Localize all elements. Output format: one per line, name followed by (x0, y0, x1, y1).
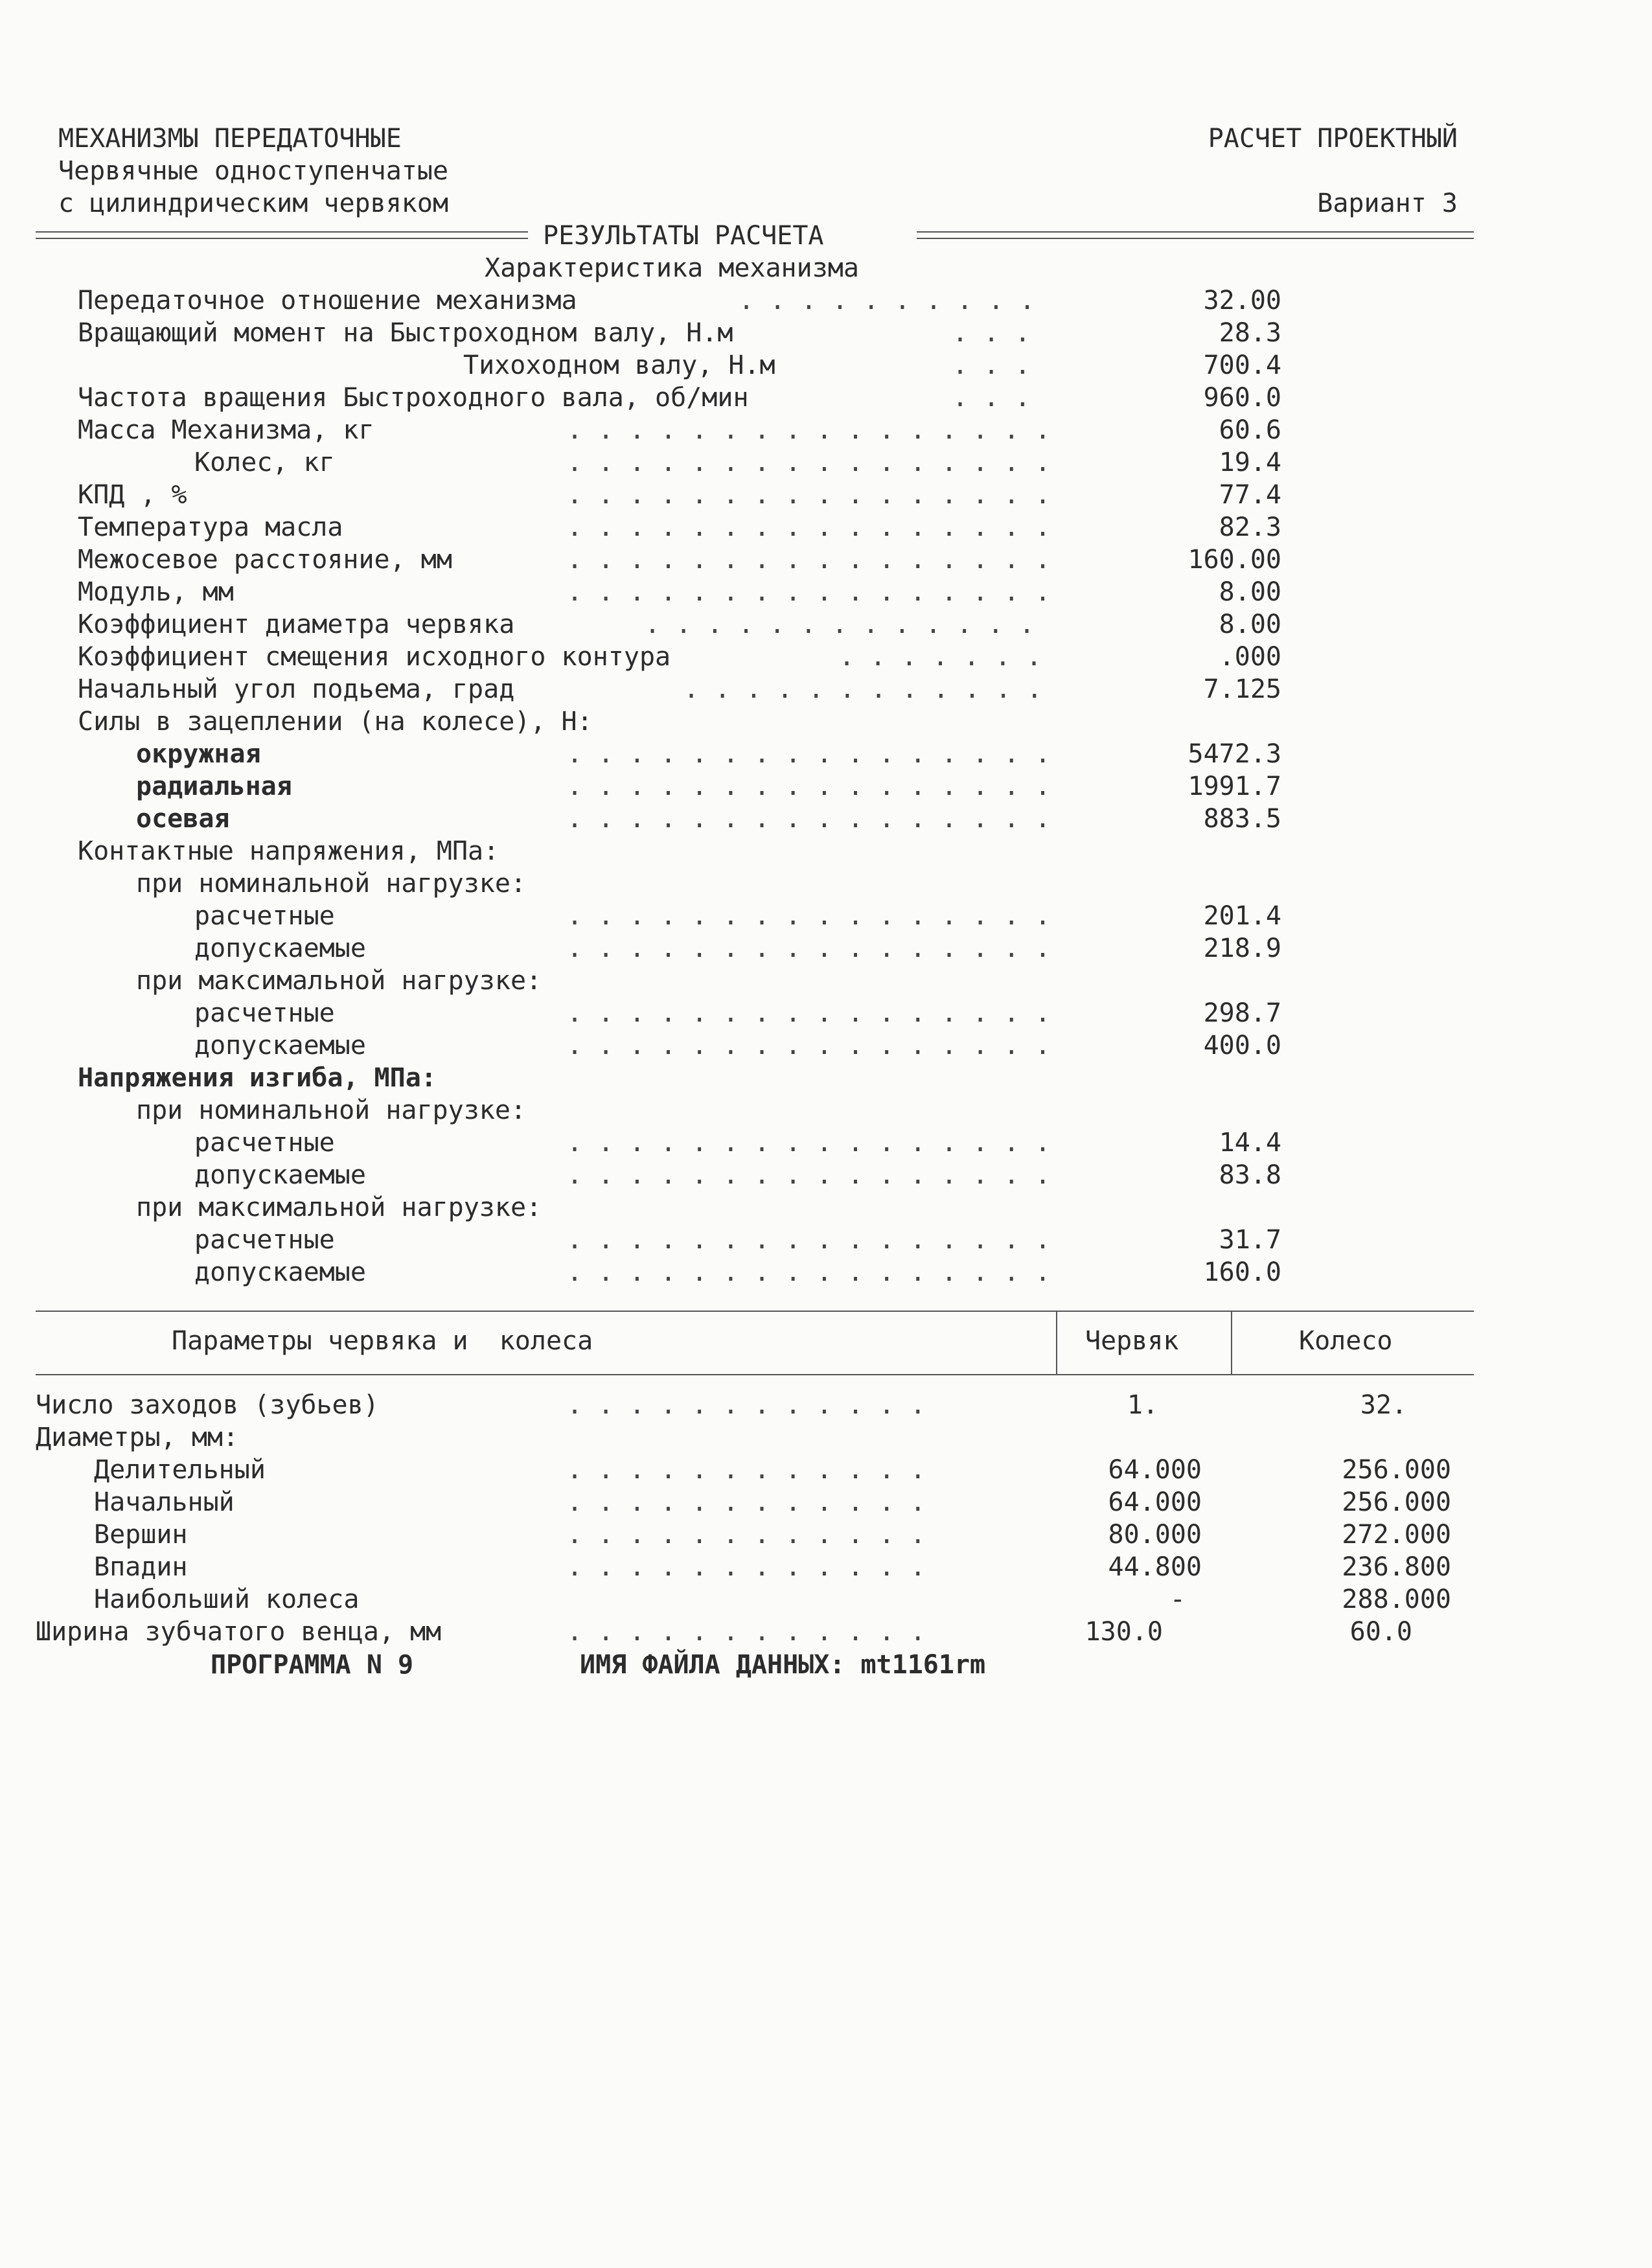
dot-leader: . . . . . . . . . . . . (567, 1455, 926, 1485)
table-cell-worm: 64.000 (1108, 1487, 1202, 1517)
header-left-line1: МЕХАНИЗМЫ ПЕРЕДАТОЧНЫЕ (58, 124, 402, 154)
row-value: 8.00 (1219, 577, 1281, 607)
dot-leader: . . . . . . . . . . . . . . . . (567, 545, 1051, 575)
table-row-label: Делительный (94, 1455, 266, 1485)
row-label: при максимальной нагрузке: (136, 1193, 542, 1222)
dot-leader: . . . . . . . . . . . . . . . . (567, 901, 1051, 931)
row-value: 298.7 (1203, 998, 1281, 1028)
row-value: 201.4 (1203, 901, 1281, 931)
dot-leader: . . . (952, 383, 1031, 413)
table-row-label: Начальный (94, 1487, 235, 1517)
dot-leader: . . . . . . . . . . . . . . . . (567, 1225, 1051, 1255)
row-label: КПД , % (78, 480, 187, 510)
row-label: Контактные напряжения, МПа: (78, 836, 499, 866)
row-label: Вращающий момент на Быстроходном валу, Н.м (78, 318, 733, 348)
row-label: Передаточное отношение механизма (78, 286, 577, 315)
row-label: Коэффициент смещения исходного контура (78, 642, 671, 672)
results-title: РЕЗУЛЬТАТЫ РАСЧЕТА (543, 221, 824, 251)
row-value: 218.9 (1203, 934, 1281, 963)
row-label: Межосевое расстояние, мм (78, 545, 452, 575)
row-label: Напряжения изгиба, МПа: (78, 1063, 437, 1093)
row-label: Колес, кг (194, 448, 335, 477)
dot-leader: . . . . . . . . . . . . . . . . (567, 1128, 1051, 1158)
dot-leader: . . . . . . . . . . . . . . . . (567, 448, 1051, 477)
row-value: 960.0 (1203, 383, 1281, 413)
table-row-label: Число заходов (зубьев) (36, 1390, 379, 1420)
row-value: 1991.7 (1187, 772, 1281, 801)
table-row-label: Вершин (94, 1520, 188, 1550)
row-label: Начальный угол подьема, град (78, 674, 515, 704)
row-value: 77.4 (1219, 480, 1281, 510)
row-label: Силы в зацеплении (на колесе), Н: (78, 707, 593, 737)
row-value: 400.0 (1203, 1031, 1281, 1060)
table-cell-worm: - (1169, 1585, 1186, 1614)
dot-leader: . . . . . . . . . . . . . . . . (567, 934, 1051, 963)
row-value: 31.7 (1219, 1225, 1281, 1255)
row-value: 160.00 (1187, 545, 1281, 575)
data-file-name: ИМЯ ФАЙЛА ДАННЫХ: mt1161rm (580, 1650, 986, 1680)
table-header-worm: Червяк (1085, 1326, 1179, 1356)
row-value: 160.0 (1203, 1257, 1281, 1287)
row-label: Частота вращения Быстроходного вала, об/мин (78, 383, 749, 413)
dot-leader: . . . . . . . . . . . . (567, 1552, 926, 1582)
table-divider-2 (1231, 1311, 1232, 1375)
dot-leader: . . . . . . . . . . . . . . . . (567, 1257, 1051, 1287)
row-label: допускаемые (194, 1257, 366, 1287)
row-label: при номинальной нагрузке: (136, 1095, 527, 1125)
row-label: допускаемые (194, 1031, 366, 1060)
header-left-line3: с цилиндрическим червяком (58, 189, 449, 218)
row-value: 5472.3 (1187, 739, 1281, 769)
table-cell-worm: 64.000 (1108, 1455, 1202, 1485)
table-cell-wheel: 256.000 (1342, 1487, 1451, 1517)
dot-leader: . . . . . . . . . . . . (567, 1520, 926, 1550)
row-label: допускаемые (194, 1160, 366, 1190)
table-row-label: Наибольший колеса (94, 1585, 360, 1614)
table-rule-top (36, 1311, 1474, 1312)
header-right-line3: Вариант 3 (1317, 189, 1458, 218)
row-label: допускаемые (194, 934, 366, 963)
row-value: 82.3 (1219, 512, 1281, 542)
dot-leader: . . . . . . . . . . . . (567, 1617, 926, 1647)
dot-leader: . . . . . . . . . . . . . . . . (567, 1031, 1051, 1060)
row-label: Тихоходном валу, Н.м (463, 350, 775, 380)
row-label: Масса Механизма, кг (78, 415, 374, 445)
table-cell-wheel: 32. (1360, 1390, 1407, 1420)
dot-leader: . . . . . . . . . . . . . . . . (567, 480, 1051, 510)
title-rule-right-top (917, 231, 1474, 233)
dot-leader: . . . . . . . . . . . . (683, 674, 1042, 704)
row-label: окружная (136, 739, 261, 769)
title-rule-left-bottom (36, 238, 528, 239)
title-rule-left-top (36, 231, 528, 233)
table-divider-1 (1056, 1311, 1057, 1375)
dot-leader: . . . (952, 318, 1031, 348)
row-value: 700.4 (1203, 350, 1281, 380)
dot-leader: . . . . . . . . . . . . . . . . (567, 998, 1051, 1028)
row-label: Коэффициент диаметра червяка (78, 610, 515, 639)
table-header-params: Параметры червяка и колеса (172, 1326, 593, 1356)
row-value: 14.4 (1219, 1128, 1281, 1158)
table-cell-wheel: 288.000 (1342, 1585, 1451, 1614)
row-value: .000 (1219, 642, 1281, 672)
row-value: 60.6 (1219, 415, 1281, 445)
row-label: при номинальной нагрузке: (136, 869, 527, 899)
row-value: 7.125 (1203, 674, 1281, 704)
row-value: 19.4 (1219, 448, 1281, 477)
dot-leader: . . . . . . . . . . (739, 286, 1035, 315)
table-cell-worm: 1. (1127, 1390, 1158, 1420)
dot-leader: . . . . . . . . . . . . . . . . (567, 739, 1051, 769)
row-label: при максимальной нагрузке: (136, 966, 542, 996)
dot-leader: . . . . . . . . . . . . (567, 1390, 926, 1420)
row-value: 8.00 (1219, 610, 1281, 639)
row-label: осевая (136, 804, 230, 834)
row-label: радиальная (136, 772, 292, 801)
table-row-label: Ширина зубчатого венца, мм (36, 1617, 442, 1647)
table-row-label: Впадин (94, 1552, 188, 1582)
table-row-label: Диаметры, мм: (36, 1423, 239, 1452)
row-label: расчетные (194, 1225, 335, 1255)
title-rule-right-bottom (917, 238, 1474, 239)
row-value: 28.3 (1219, 318, 1281, 348)
dot-leader: . . . . . . . . . . . . . . . . (567, 415, 1051, 445)
program-number: ПРОГРАММА N 9 (211, 1650, 414, 1680)
table-header-wheel: Колесо (1299, 1326, 1393, 1356)
header-left-line2: Червячные одноступенчатые (58, 156, 449, 186)
table-cell-wheel: 236.800 (1342, 1552, 1451, 1582)
dot-leader: . . . . . . . . . . . . . . . . (567, 804, 1051, 834)
dot-leader: . . . . . . . . . . . . . . . . (567, 577, 1051, 607)
section-title: Характеристика механизма (485, 253, 859, 283)
table-cell-wheel: 272.000 (1342, 1520, 1451, 1550)
dot-leader: . . . . . . . . . . . . . . . . (567, 1160, 1051, 1190)
row-label: расчетные (194, 998, 335, 1028)
dot-leader: . . . (952, 350, 1031, 380)
dot-leader: . . . . . . . . . . . . (567, 1487, 926, 1517)
table-cell-worm: 130.0 (1084, 1617, 1163, 1647)
row-value: 883.5 (1203, 804, 1281, 834)
row-value: 83.8 (1219, 1160, 1281, 1190)
row-label: Температура масла (78, 512, 343, 542)
dot-leader: . . . . . . . . . . . . . . . . (567, 512, 1051, 542)
table-rule-bottom (36, 1374, 1474, 1375)
row-label: расчетные (194, 1128, 335, 1158)
dot-leader: . . . . . . . . . . . . . . . . (567, 772, 1051, 801)
table-cell-worm: 80.000 (1108, 1520, 1202, 1550)
row-label: расчетные (194, 901, 335, 931)
row-value: 32.00 (1203, 286, 1281, 315)
table-cell-wheel: 60.0 (1349, 1617, 1412, 1647)
dot-leader: . . . . . . . . . . . . . (645, 610, 1035, 639)
header-right-line1: РАСЧЕТ ПРОЕКТНЫЙ (1208, 124, 1458, 154)
table-cell-worm: 44.800 (1108, 1552, 1202, 1582)
table-cell-wheel: 256.000 (1342, 1455, 1451, 1485)
dot-leader: . . . . . . . (839, 642, 1042, 672)
row-label: Модуль, мм (78, 577, 234, 607)
